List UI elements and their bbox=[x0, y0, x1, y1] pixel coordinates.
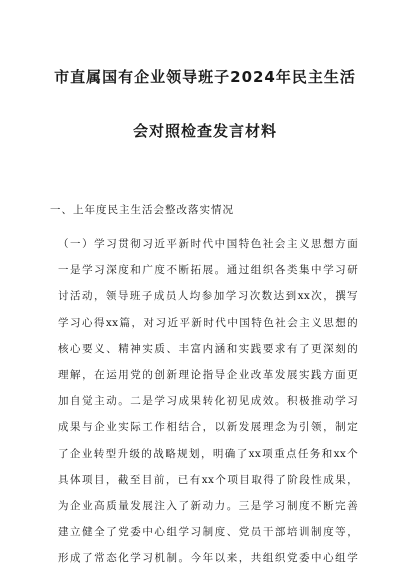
document-title-line-1: 市直属国有企业领导班子2024年民主生活 bbox=[54, 68, 356, 86]
body-line: 形成了常态化学习机制。今年以来，共组织党委中心组学 bbox=[58, 552, 358, 565]
body-line: 学习心得xx篇，对习近平新时代中国特色社会主义思想的 bbox=[58, 316, 358, 329]
body-line: （一）学习贯彻习近平新时代中国特色社会主义思想方面 bbox=[58, 238, 358, 250]
body-line: 加自觉主动。二是学习成果转化初见成效。积极推动学习 bbox=[58, 395, 358, 408]
body-line: 核心要义、精神实质、丰富内涵和实践要求有了更深刻的 bbox=[58, 342, 358, 355]
body-line: 建立健全了党委中心组学习制度、党员干部培训制度等， bbox=[58, 526, 358, 539]
body-line: 一是学习深度和广度不断拓展。通过组织各类集中学习研 bbox=[58, 264, 358, 277]
body-text bbox=[58, 236, 358, 576]
body-line: 成果与企业实际工作相结合，以新发展理念为引领，制定 bbox=[58, 421, 358, 434]
document-title-line-2: 会对照检查发言材料 bbox=[132, 122, 277, 140]
body-line: 具体项目，截至目前，已有xx个项目取得了阶段性成果， bbox=[58, 473, 358, 486]
body-line: 理解，在运用党的创新理论指导企业改革发展实践方面更 bbox=[58, 368, 358, 381]
body-line: 讨活动，领导班子成员人均参加学习次数达到xx次，撰写 bbox=[58, 290, 358, 303]
section-heading: 一、上年度民主生活会整改落实情况 bbox=[50, 204, 234, 216]
body-line: 为企业高质量发展注入了新动力。三是学习制度不断完善 bbox=[58, 499, 358, 512]
body-line: 了企业转型升级的战略规划，明确了xx项重点任务和xx个 bbox=[58, 447, 358, 460]
